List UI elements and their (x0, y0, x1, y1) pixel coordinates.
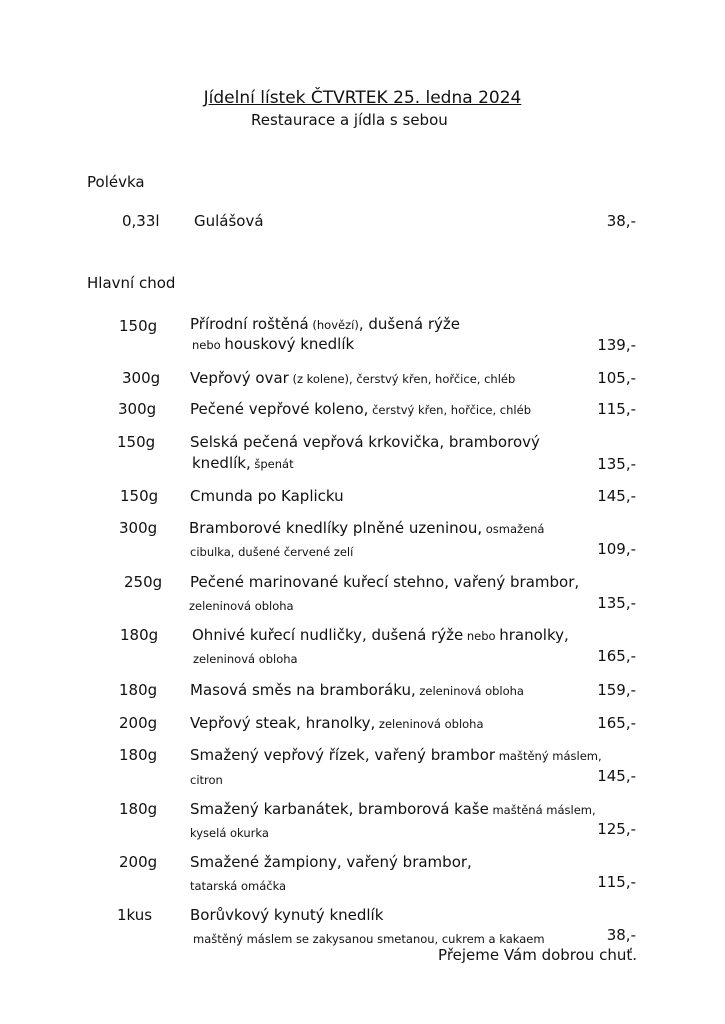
item-quantity: 180g (119, 746, 158, 764)
item-quantity: 180g (119, 681, 158, 699)
item-name: Masová směs na bramboráku, zeleninová obloha (190, 681, 524, 699)
item-price: 115,- (597, 400, 636, 418)
item-price: 105,- (597, 369, 636, 387)
item-name-line2: maštěný máslem se zakysanou smetanou, cukrem a kakaem (193, 932, 545, 946)
menu-title: Jídelní lístek ČTVRTEK 25. ledna 2024 (203, 88, 522, 108)
item-name: Přírodní roštěná (hovězí), dušená rýže (190, 315, 461, 333)
item-name: Smažený vepřový řízek, vařený brambor maštěný máslem, (190, 746, 602, 764)
item-name-line2: zeleninová obloha (193, 652, 298, 666)
item-quantity: 300g (119, 519, 158, 537)
item-quantity: 250g (124, 573, 163, 591)
item-name: Cmunda po Kaplicku (190, 487, 344, 505)
section-title-soup: Polévka (87, 173, 145, 191)
item-quantity: 150g (117, 433, 156, 451)
item-quantity: 300g (122, 369, 161, 387)
item-name: Smažený karbanátek, bramborová kaše maštěná máslem, (190, 800, 596, 818)
item-quantity: 0,33l (122, 212, 160, 230)
item-quantity: 200g (119, 853, 158, 871)
item-name-line2: kyselá okurka (190, 826, 269, 840)
item-name: Ohnivé kuřecí nudličky, dušená rýže nebo hranolky, (192, 626, 569, 644)
item-name: Gulášová (194, 212, 264, 230)
item-quantity: 200g (119, 714, 158, 732)
item-name-line2: nebo houskový knedlík (192, 335, 355, 353)
item-price: 38,- (606, 926, 636, 944)
item-name: Selská pečená vepřová krkovička, bramborový (190, 433, 540, 451)
item-name: Pečené marinované kuřecí stehno, vařený brambor, (190, 573, 580, 591)
item-name-line2: zeleninová obloha (189, 599, 294, 613)
item-price: 135,- (597, 594, 636, 612)
item-name-line2: knedlík, špenát (192, 454, 294, 472)
item-price: 125,- (597, 820, 636, 838)
item-quantity: 180g (119, 800, 158, 818)
item-name-line2: citron (190, 773, 223, 787)
menu-subtitle: Restaurace a jídla s sebou (251, 111, 448, 129)
item-price: 165,- (597, 714, 636, 732)
item-price: 38,- (606, 212, 636, 230)
item-quantity: 150g (119, 317, 158, 335)
item-quantity: 180g (120, 626, 159, 644)
item-name: Smažené žampiony, vařený brambor, (190, 853, 472, 871)
item-name: Vepřový ovar (z kolene), čerstvý křen, hořčice, chléb (190, 369, 516, 387)
item-price: 159,- (597, 681, 636, 699)
item-name: Borůvkový kynutý knedlík (190, 906, 384, 924)
section-title-main: Hlavní chod (87, 274, 176, 292)
item-price: 145,- (597, 487, 636, 505)
item-price: 165,- (597, 647, 636, 665)
item-name: Pečené vepřové koleno, čerstvý křen, hořčice, chléb (190, 400, 531, 418)
item-quantity: 150g (120, 487, 159, 505)
item-name-line2: cibulka, dušené červené zelí (190, 545, 354, 559)
item-price: 109,- (597, 540, 636, 558)
item-price: 145,- (597, 767, 636, 785)
item-name-line2: tatarská omáčka (190, 879, 287, 893)
item-price: 139,- (597, 336, 636, 354)
item-name: Vepřový steak, hranolky, zeleninová obloha (190, 714, 484, 732)
closing-greeting: Přejeme Vám dobrou chuť. (438, 946, 637, 964)
item-price: 115,- (597, 873, 636, 891)
item-name: Bramborové knedlíky plněné uzeninou, osmažená (189, 519, 545, 537)
item-price: 135,- (597, 455, 636, 473)
item-quantity: 1kus (117, 906, 153, 924)
item-quantity: 300g (118, 400, 157, 418)
